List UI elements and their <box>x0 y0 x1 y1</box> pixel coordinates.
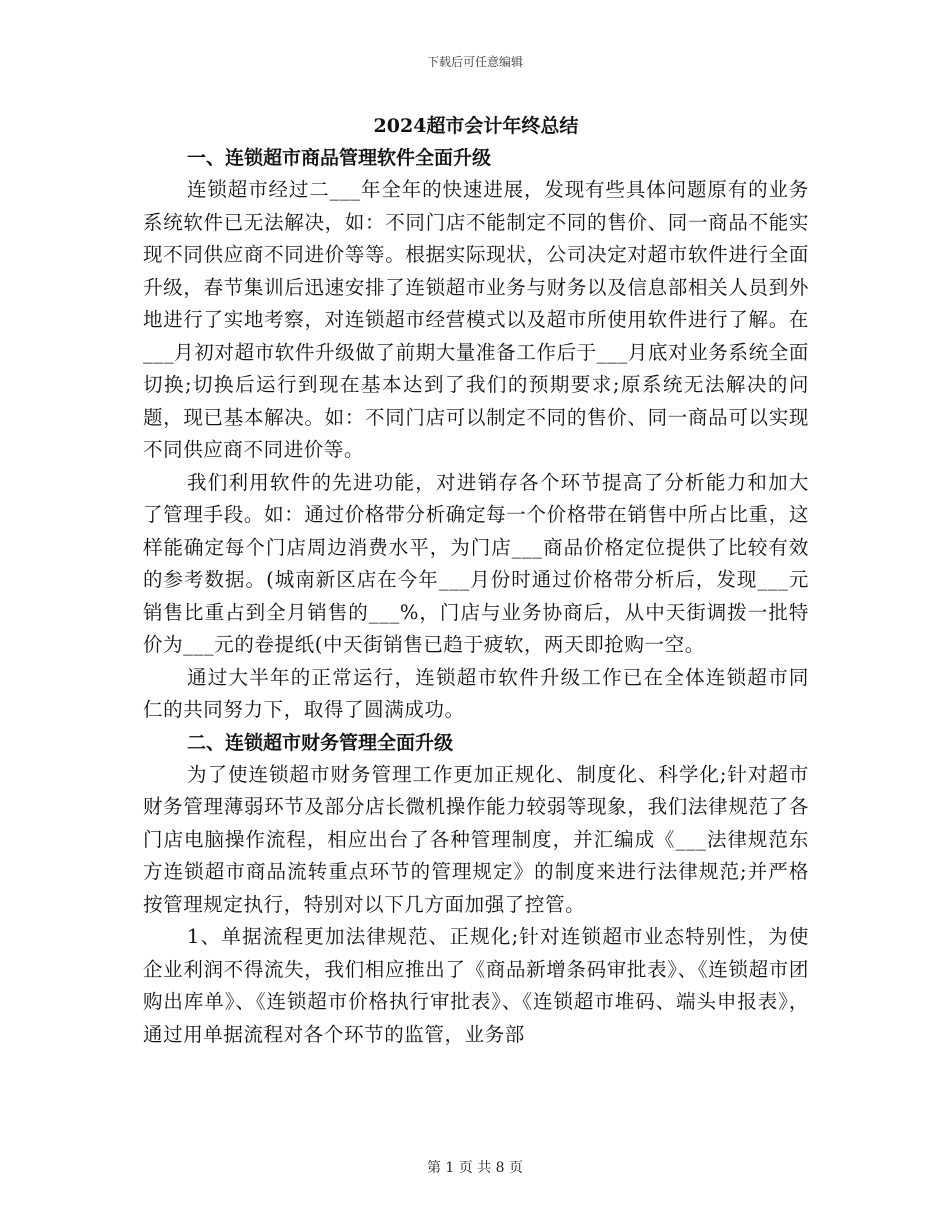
section-2-paragraph: 1、单据流程更加法律规范、正规化;针对连锁超市业态特别性，为使企业利润不得流失，我们相应推出了《商品新增条码审批表》、《连锁超市团购出库单》、《连锁超市价格执行审批表》、《连锁超市堆码、端头申报表》，通过用单据流程对各个环节的监管，业务部 <box>143 925 809 1046</box>
section-2-heading: 二、连锁超市财务管理全面升级 <box>187 731 454 754</box>
page-header-note: 下载后可任意编辑 <box>426 55 523 69</box>
page-number-footer: 第 1 页 共 8 页 <box>426 1160 524 1176</box>
section-1-paragraph: 通过大半年的正常运行，连锁超市软件升级工作已在全体连锁超市同仁的共同努力下，取得了圆满成功。 <box>143 665 809 721</box>
section-1-paragraph: 我们利用软件的先进功能，对进销存各个环节提高了分析能力和加大了管理手段。如：通过价格带分析确定每一个价格带在销售中所占比重，这样能确定每个门店周边消费水平，为门店___商品价格定位提供了比较有效的参考数据。(城南新区店在今年___月份时通过价格带分析后，发现___元销售比重占到全月销售的___%，门店与业务协商后，从中天街调拨一批特价为___元的卷提纸(中天街销售已趋于疲软，两天即抢购一空。 <box>143 470 809 656</box>
document-body <box>143 110 809 1051</box>
section-1-heading: 一、连锁超市商品管理软件全面升级 <box>187 147 492 169</box>
section-2-paragraph: 为了使连锁超市财务管理工作更加正规化、制度化、科学化;针对超市财务管理薄弱环节及部分店长微机操作能力较弱等现象，我们法律规范了各门店电脑操作流程，相应出台了各种管理制度，并汇编成《___法律规范东方连锁超市商品流转重点环节的管理规定》的制度来进行法律规范;并严格按管理规定执行，特别对以下几方面加强了控管。 <box>143 762 809 916</box>
document-title: 2024超市会计年终总结 <box>373 115 579 137</box>
section-1-paragraph: 连锁超市经过二___年全年的快速进展，发现有些具体问题原有的业务系统软件已无法解决，如：不同门店不能制定不同的售价、同一商品不能实现不同供应商不同进价等等。根据实际现状，公司决定对超市软件进行全面升级，春节集训后迅速安排了连锁超市业务与财务以及信息部相关人员到外地进行了实地考察，对连锁超市经营模式以及超市所使用软件进行了解。在___月初对超市软件升级做了前期大量准备工作后于___月底对业务系统全面切换;切换后运行到现在基本达到了我们的预期要求;原系统无法解决的问题，现已基本解决。如：不同门店可以制定不同的售价、同一商品可以实现不同供应商不同进价等。 <box>143 178 809 461</box>
